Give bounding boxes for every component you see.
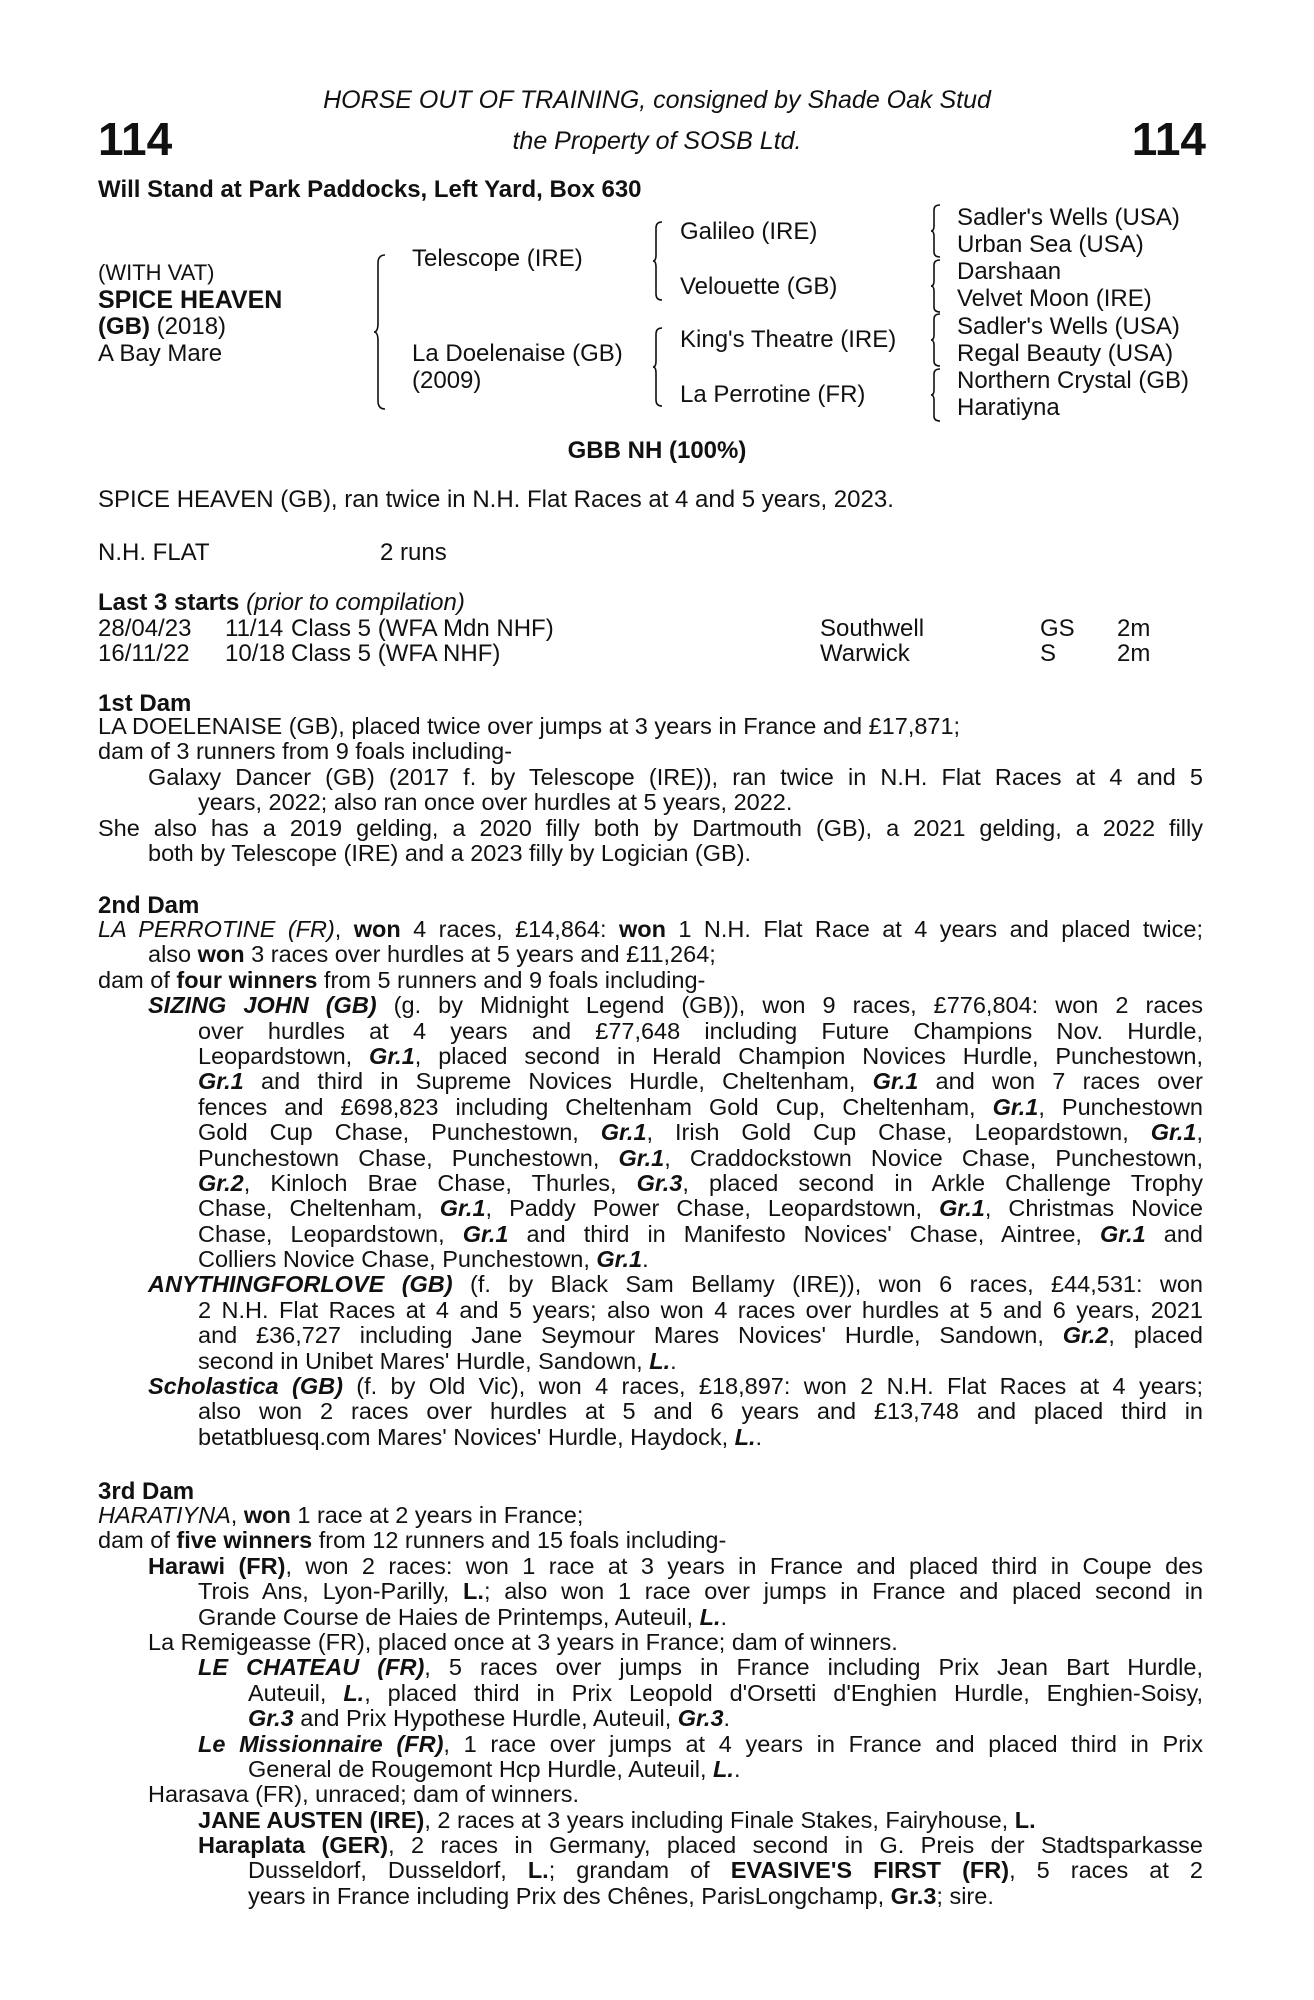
text-run: , placed [1108, 1323, 1203, 1349]
text-run: . [670, 1348, 677, 1374]
pedigree-g6: Regal Beauty (USA) [957, 340, 1174, 367]
text-run: and won 7 races over [918, 1069, 1203, 1095]
pedigree-brace-dam [652, 326, 664, 408]
text-run: Le Missionnaire (FR) [198, 1731, 444, 1757]
text-run: , 2 races at 3 years including Finale Stakes, Fairyhouse, [424, 1807, 1015, 1833]
text-run: . [720, 1604, 728, 1630]
text-run: Gold Cup Chase, Punchestown, [198, 1120, 601, 1146]
text-run: . [733, 1756, 741, 1782]
text-line [98, 1605, 1203, 1630]
text-line: Gold Cup Chase, Punchestown, Gr.1, Irish Gold Cup Chase, Leopardstown, Gr.1, [198, 1120, 1203, 1146]
text-run: Haraplata (GER) [198, 1833, 389, 1859]
text-run: EVASIVE'S FIRST (FR) [730, 1858, 1010, 1884]
text-run: won [197, 942, 245, 968]
text-line [98, 1503, 1203, 1528]
first-dam-line: LA DOELENAISE (GB), placed twice over jumps at 3 years in France and £17,871; [98, 714, 961, 739]
text-run: , Irish Gold Cup Chase, Leopardstown, [646, 1120, 1151, 1146]
text-line [98, 1757, 1203, 1782]
text-run: Trois Ans, Lyon-Parilly, [198, 1579, 464, 1605]
text-run: Gr.1 [439, 1196, 486, 1222]
text-run: Gr.3 [890, 1883, 937, 1909]
text-run: , Kinloch Brae Chase, Thurles, [243, 1170, 637, 1196]
text-run: , placed third in Prix Leopold d'Orsetti d'Enghien Hurdle, Enghien-Soisy, [364, 1680, 1203, 1706]
text-run: L. [1014, 1807, 1036, 1833]
text-run: L. [343, 1680, 365, 1706]
start-going: S [1040, 640, 1057, 667]
text-run: second in Unibet Mares' Hurdle, Sandown, [198, 1348, 650, 1374]
race-summary: SPICE HEAVEN (GB), ran twice in N.H. Flat Races at 4 and 5 years, 2023. [98, 486, 894, 513]
text-run: betatbluesq.com Mares' Novices' Hurdle, Haydock, [198, 1424, 735, 1450]
text-run: Gr.3 [248, 1706, 294, 1732]
text-line [98, 1095, 1203, 1120]
text-run: JANE AUSTEN (IRE) [198, 1807, 425, 1833]
second-dam-text [98, 917, 1203, 1450]
text-run: 1 race at 2 years in France; [290, 1503, 584, 1528]
text-run: L. [699, 1604, 721, 1630]
text-run: won [243, 1503, 291, 1528]
pedigree-brace-sire [652, 220, 664, 302]
text-run: Grande Course de Haies de Printemps, Auteuil, [198, 1604, 700, 1630]
horse-name: SPICE HEAVEN [98, 286, 283, 314]
record-type: N.H. FLAT [98, 539, 210, 566]
text-run: years in France including Prix des Chênes, ParisLongchamp, [248, 1883, 891, 1909]
text-run: 3 races over hurdles at 5 years and £11,264; [244, 942, 716, 968]
start-distance: 2m [1117, 640, 1151, 667]
record-runs: 2 runs [380, 539, 447, 566]
text-run: Gr.3 [636, 1170, 683, 1196]
pedigree-sire-dam: Velouette (GB) [680, 273, 838, 300]
text-run: Gr.1 [596, 1247, 643, 1273]
text-run: , [230, 1503, 244, 1528]
start-position: 10/18 [225, 640, 286, 667]
text-run: won [353, 917, 401, 942]
progeny-jane-austen [98, 1808, 1203, 1833]
pedigree-dam: La Doelenaise (GB) [412, 340, 623, 367]
text-line [98, 1222, 1203, 1247]
text-run: Harasava (FR), unraced; dam of winners. [148, 1782, 579, 1808]
text-run: . [755, 1424, 763, 1450]
text-run: Harawi (FR) [148, 1553, 286, 1579]
text-run: , won 2 races: won 1 race at 3 years in France and placed third in Coupe des [285, 1553, 1203, 1579]
text-run: over hurdles at 4 years and £77,648 including Future Champions Nov. Hurdle, [198, 1018, 1203, 1044]
text-line [98, 1146, 1203, 1171]
text-run: , [334, 917, 354, 942]
text-line [98, 1019, 1203, 1044]
text-run: fences and £698,823 including Cheltenham Gold Cup, Cheltenham, [198, 1094, 993, 1120]
text-line [98, 1528, 1203, 1553]
lot-number-left: 114 [98, 113, 173, 165]
text-run: ANYTHINGFORLOVE (GB) [148, 1272, 453, 1298]
pedigree-g1: Sadler's Wells (USA) [957, 204, 1180, 231]
text-run: 4 races, £14,864: [400, 917, 619, 942]
first-dam-line: both by Telescope (IRE) and a 2023 filly by Logician (GB). [148, 840, 752, 866]
first-dam-line: dam of 3 runners from 9 foals including- [98, 739, 513, 765]
text-run: , Christmas Novice [984, 1196, 1203, 1222]
property-line: the Property of SOSB Ltd. [512, 127, 802, 155]
text-run: Gr.2 [198, 1170, 244, 1196]
text-line [98, 1069, 1203, 1094]
text-run: Gr.1 [992, 1094, 1039, 1120]
text-run: and third in Manifesto Novices' Chase, Aintree, [508, 1221, 1100, 1247]
progeny-sizing-john [98, 993, 1203, 1018]
text-run: Scholastica (GB) [148, 1374, 343, 1400]
text-run: ; grandam of [548, 1858, 731, 1884]
text-run: , placed second in Arkle Challenge Trophy [682, 1170, 1203, 1196]
text-line [98, 942, 1203, 967]
text-run: from 12 runners and 15 foals including- [312, 1528, 727, 1554]
text-run: Chase, Leopardstown, [198, 1221, 463, 1247]
third-dam-text [98, 1503, 1203, 1909]
text-run: . [642, 1247, 649, 1273]
text-run: and Prix Hypothese Hurdle, Auteuil, [293, 1706, 678, 1732]
pedigree-g2: Urban Sea (USA) [957, 231, 1144, 258]
text-line [98, 1884, 1203, 1909]
text-run: five winners [176, 1528, 313, 1554]
text-line [98, 1579, 1203, 1604]
pedigree-brace-main [373, 253, 387, 411]
lot-number-right: 114 [1131, 113, 1206, 165]
start-position: 11/14 [225, 615, 284, 642]
text-run: L. [734, 1424, 756, 1450]
pedigree-dam-year: (2009) [412, 367, 482, 394]
text-run: L. [463, 1579, 484, 1605]
text-run: Gr.1 [600, 1120, 647, 1146]
text-run: Gr.1 [939, 1196, 985, 1222]
text-run: LA PERROTINE (FR) [98, 917, 335, 942]
text-run: won [618, 917, 666, 942]
horse-origin [98, 313, 226, 341]
text-run: SIZING JOHN (GB) [148, 993, 377, 1019]
text-line [98, 1298, 1203, 1323]
horse-country: (GB) [98, 313, 150, 340]
text-run: and [1145, 1221, 1203, 1247]
first-dam-text [98, 714, 1203, 866]
text-run: , Punchestown [1038, 1094, 1203, 1120]
start-race: Class 5 (WFA Mdn NHF) [291, 615, 554, 642]
text-run: 1 N.H. Flat Race at 4 years and placed twice; [665, 917, 1203, 942]
horse-year: (2018) [149, 313, 227, 340]
text-line [98, 1681, 1203, 1706]
text-run: , Paddy Power Chase, Leopardstown, [485, 1196, 940, 1222]
text-run: . [723, 1706, 731, 1732]
pedigree-dam-dam: La Perrotine (FR) [680, 381, 866, 408]
text-line [98, 1196, 1203, 1221]
text-line [98, 1247, 1203, 1272]
text-run: , Craddockstown Novice Chase, Punchestown, [664, 1145, 1203, 1171]
text-run: ; also won 1 race over jumps in France and placed second in [483, 1579, 1203, 1605]
progeny-le-missionnaire [98, 1732, 1203, 1757]
first-dam-line: She also has a 2019 gelding, a 2020 filly both by Dartmouth (GB), a 2021 gelding, a 2022 filly [98, 815, 1203, 841]
text-run: Gr.1 [872, 1069, 919, 1095]
text-run: Dusseldorf, Dusseldorf, [248, 1858, 528, 1884]
text-run: LE CHATEAU (FR) [198, 1655, 425, 1681]
text-run: L. [527, 1858, 549, 1884]
text-run: , 5 races at 2 [1009, 1858, 1203, 1884]
text-line [98, 968, 1203, 993]
second-dam-heading: 2nd Dam [98, 892, 200, 919]
text-run: and third in Supreme Novices Hurdle, Cheltenham, [243, 1069, 873, 1095]
text-run: Colliers Novice Chase, Punchestown, [198, 1247, 597, 1273]
text-run: Gr.3 [677, 1706, 724, 1732]
text-run: ; sire. [936, 1883, 994, 1909]
text-run: , 5 races over jumps in France including Prix Jean Bart Hurdle, [424, 1655, 1203, 1681]
first-dam-line: Galaxy Dancer (GB) (2017 f. by Telescope (IRE)), ran twice in N.H. Flat Races at 4 and 5 [148, 764, 1203, 790]
text-run: and £36,727 including Jane Seymour Mares Novices' Hurdle, Sandown, [198, 1323, 1063, 1349]
text-run: L. [713, 1756, 734, 1782]
progeny-haraplata [98, 1833, 1203, 1858]
third-dam-heading: 3rd Dam [98, 1478, 195, 1505]
pedigree-g8: Haratiyna [957, 394, 1060, 421]
progeny-harawi [98, 1554, 1203, 1579]
first-dam-line: years, 2022; also ran once over hurdles at 5 years, 2022. [198, 790, 793, 816]
text-run: 2 N.H. Flat Races at 4 and 5 years; also won 4 races over hurdles at 5 and 6 years, 2021 [198, 1297, 1203, 1323]
start-date: 28/04/23 [98, 615, 192, 642]
progeny-le-chateau [98, 1655, 1203, 1680]
text-run: Gr.1 [462, 1221, 509, 1247]
pedigree-g5: Sadler's Wells (USA) [957, 313, 1180, 340]
text-run: , 2 races in Germany, placed second in G. Preis der Stadtsparkasse [388, 1833, 1203, 1859]
text-run: Gr.1 [198, 1069, 244, 1095]
text-run: from 5 runners and 9 foals including- [317, 967, 706, 993]
text-run: (f. by Old Vic), won 4 races, £18,897: won 2 N.H. Flat Races at 4 years; [342, 1374, 1203, 1400]
text-run: General de Rougemont Hcp Hurdle, Auteuil, [248, 1756, 714, 1782]
text-run: dam of [98, 967, 177, 993]
text-run: Auteuil, [248, 1680, 344, 1706]
horse-description: A Bay Mare [98, 340, 223, 367]
text-run: Chase, Cheltenham, [198, 1196, 440, 1222]
pedigree-brace-g3 [930, 312, 942, 368]
text-line [98, 1858, 1203, 1883]
text-run: Gr.1 [618, 1145, 665, 1171]
text-line [98, 1349, 1203, 1374]
text-run: (g. by Midnight Legend (GB)), won 9 races, £776,804: won 2 races [376, 993, 1203, 1019]
text-run: Leopardstown, [198, 1043, 370, 1069]
start-distance: 2m [1117, 615, 1151, 642]
vat-note: (WITH VAT) [98, 260, 215, 285]
text-run: , 1 race over jumps at 4 years in France and placed third in Prix [443, 1731, 1203, 1757]
text-run: Gr.2 [1062, 1323, 1109, 1349]
pedigree-g3: Darshaan [957, 258, 1062, 285]
pedigree-g4: Velvet Moon (IRE) [957, 285, 1152, 312]
text-run: four winners [176, 967, 318, 993]
start-going: GS [1040, 615, 1075, 642]
text-run: Punchestown Chase, Punchestown, [198, 1145, 619, 1171]
start-race: Class 5 (WFA NHF) [291, 640, 501, 667]
text-run: Gr.1 [369, 1043, 415, 1069]
text-line [98, 1323, 1203, 1348]
first-dam-heading: 1st Dam [98, 690, 192, 717]
text-run: La Remigeasse (FR), placed once at 3 years in France; dam of winners. [148, 1629, 898, 1655]
progeny-anythingforlove [98, 1272, 1203, 1297]
text-line [98, 1399, 1203, 1424]
last-starts-heading: Last 3 starts (prior to compilation) [98, 589, 465, 616]
start-course: Southwell [820, 615, 925, 642]
text-line [98, 1782, 1203, 1807]
text-line [98, 1044, 1203, 1069]
text-run: HARATIYNA [98, 1503, 231, 1528]
text-run: dam of [98, 1528, 177, 1554]
text-run: Gr.1 [1150, 1120, 1197, 1146]
pedigree-sire: Telescope (IRE) [412, 245, 583, 272]
text-line [98, 1706, 1203, 1731]
pedigree-g7: Northern Crystal (GB) [957, 367, 1190, 394]
progeny-scholastica [98, 1374, 1203, 1399]
text-line [98, 1425, 1203, 1450]
consignor-line: HORSE OUT OF TRAINING, consigned by Shade Oak Stud [323, 86, 991, 114]
text-run: also won 2 races over hurdles at 5 and 6 years and £13,748 and placed third in [198, 1399, 1203, 1425]
text-run: L. [649, 1348, 671, 1374]
text-run: also [148, 942, 198, 968]
pedigree-brace-g2 [930, 258, 942, 314]
text-line [98, 917, 1203, 942]
start-date: 16/11/22 [98, 640, 190, 667]
pedigree-brace-g4 [930, 367, 942, 423]
pedigree-dam-sire: King's Theatre (IRE) [680, 326, 897, 353]
stand-location: Will Stand at Park Paddocks, Left Yard, Box 630 [98, 176, 642, 203]
text-line [98, 1171, 1203, 1196]
gbb-rating: GBB NH (100%) [567, 437, 747, 464]
pedigree-sire-sire: Galileo (IRE) [680, 218, 818, 245]
start-course: Warwick [820, 640, 910, 667]
text-run: , placed second in Herald Champion Novices Hurdle, Punchestown, [414, 1043, 1203, 1069]
text-run: Gr.1 [1100, 1221, 1146, 1247]
text-line [98, 1630, 1203, 1655]
pedigree-brace-g1 [930, 203, 942, 259]
text-run: (f. by Black Sam Bellamy (IRE)), won 6 races, £44,531: won [452, 1272, 1203, 1298]
